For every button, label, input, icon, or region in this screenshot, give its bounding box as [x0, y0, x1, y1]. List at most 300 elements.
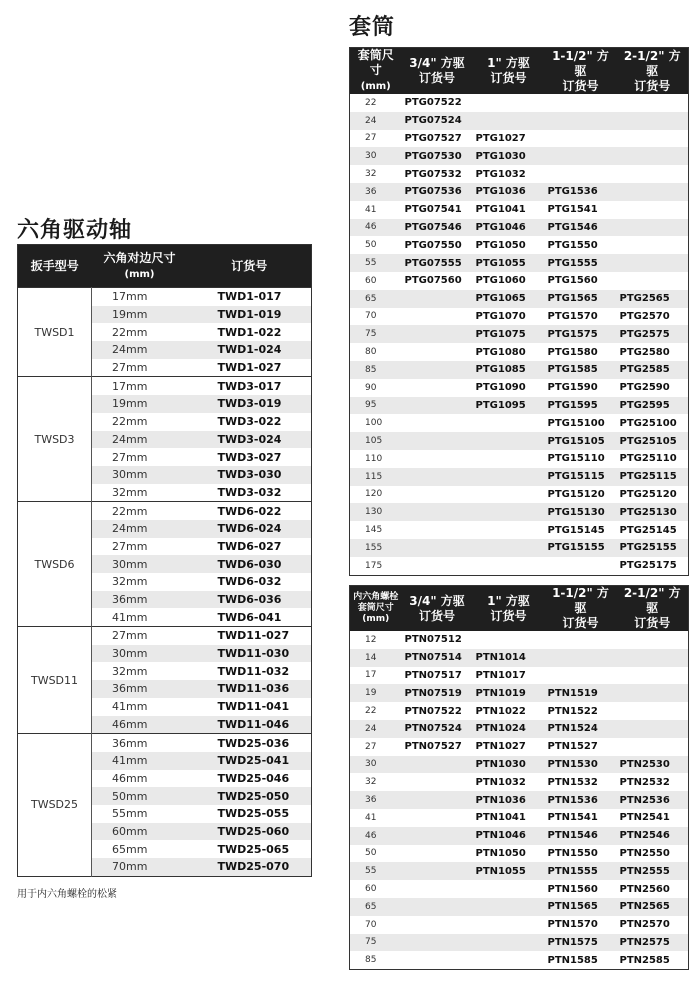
size-cell: 70 [365, 919, 377, 930]
order-no-cell: PTN1027 [475, 741, 526, 753]
order-no-cell: TWD6-027 [217, 539, 282, 553]
order-no-cell: PTG15130 [545, 503, 617, 521]
order-no-cell: PTN1532 [547, 776, 598, 788]
order-no-cell: PTN1519 [545, 684, 617, 702]
order-no-cell [617, 201, 689, 219]
size-cell: 120 [365, 489, 383, 500]
table-row [350, 880, 689, 898]
table-row [18, 288, 312, 306]
size-cell: 75 [350, 325, 402, 343]
table-row [350, 147, 689, 165]
table-row [350, 773, 689, 791]
order-no-cell: PTG1080 [475, 346, 526, 358]
order-no-cell [402, 756, 473, 774]
header-1-1-2-drive: 1-1/2" 方驱 订货号 [545, 586, 617, 632]
table-row [350, 397, 689, 415]
table-row [350, 112, 689, 130]
order-no-cell [617, 702, 689, 720]
order-no-cell: PTG1027 [475, 132, 526, 144]
table-row [350, 414, 689, 432]
size-cell: 60 [365, 275, 377, 286]
order-no-cell [545, 667, 617, 685]
table-row [350, 308, 689, 326]
table-row [350, 272, 689, 290]
order-no-cell: TWD25-060 [188, 823, 312, 841]
order-no-cell: PTG25110 [619, 453, 677, 465]
order-no-cell: TWD25-036 [188, 734, 312, 752]
order-no-cell: PTN07524 [402, 720, 473, 738]
size-cell: 24mm [92, 520, 188, 538]
order-no-cell [402, 898, 473, 916]
model-cell: TWSD6 [18, 502, 92, 627]
size-cell: 110 [365, 453, 383, 464]
size-cell: 36 [350, 791, 402, 809]
size-cell: 41 [365, 812, 377, 823]
table-row [350, 667, 689, 685]
order-no-cell: PTN1555 [545, 862, 617, 880]
order-no-cell [617, 183, 689, 201]
model-cell: TWSD11 [18, 627, 92, 734]
order-no-cell: PTN2532 [619, 776, 670, 788]
order-no-cell [617, 667, 689, 685]
order-no-cell: PTG2595 [617, 397, 689, 415]
order-no-cell [545, 557, 617, 575]
order-no-cell: PTG07536 [402, 183, 473, 201]
order-no-cell: PTG15110 [547, 453, 605, 465]
order-no-cell: PTN1524 [545, 720, 617, 738]
size-cell: 60 [365, 884, 377, 895]
table-row [350, 450, 689, 468]
order-no-cell [473, 112, 545, 130]
order-no-cell: PTN1014 [473, 649, 545, 667]
size-cell: 30 [350, 147, 402, 165]
order-no-cell: PTG1050 [475, 239, 526, 251]
table-row [350, 631, 689, 649]
order-no-cell: PTG1550 [547, 239, 598, 251]
order-no-cell [402, 468, 473, 486]
order-no-cell: PTG1575 [545, 325, 617, 343]
size-cell: 46 [350, 827, 402, 845]
order-no-cell: PTN07512 [404, 634, 462, 646]
table-row [350, 827, 689, 845]
size-cell: 27mm [92, 627, 188, 645]
order-no-cell: PTN1024 [473, 720, 545, 738]
size-cell: 17mm [92, 288, 188, 306]
order-no-cell: PTN1032 [475, 776, 526, 788]
size-cell: 75 [350, 934, 402, 952]
order-no-cell: PTG25105 [617, 432, 689, 450]
size-cell: 95 [350, 397, 402, 415]
order-no-cell: PTG07560 [404, 275, 462, 287]
table-row [18, 734, 312, 752]
table-row [18, 627, 312, 645]
order-no-cell [473, 898, 545, 916]
order-no-cell: TWD11-046 [188, 716, 312, 734]
table-row [350, 684, 689, 702]
size-cell: 32mm [112, 485, 148, 499]
order-no-cell: TWD6-024 [188, 520, 312, 538]
size-cell: 17mm [92, 377, 188, 395]
size-cell: 175 [365, 560, 383, 571]
size-cell: 22mm [92, 502, 188, 520]
order-no-cell: PTN1046 [473, 827, 545, 845]
order-no-cell [402, 361, 473, 379]
order-no-cell: PTN1022 [475, 705, 526, 717]
table-row [350, 845, 689, 863]
order-no-cell: TWD1-024 [188, 341, 312, 359]
order-no-cell: TWD25-070 [188, 858, 312, 876]
order-no-cell: TWD6-032 [217, 575, 282, 589]
table-row [350, 325, 689, 343]
order-no-cell: PTG1030 [473, 147, 545, 165]
order-no-cell [473, 951, 545, 969]
order-no-cell: PTG07527 [404, 132, 462, 144]
order-no-cell: TWD6-030 [188, 555, 312, 573]
size-cell: 19mm [92, 306, 188, 324]
order-no-cell: PTG15145 [547, 524, 605, 536]
size-cell: 50mm [92, 787, 188, 805]
size-cell: 50 [365, 848, 377, 859]
order-no-cell: TWD11-032 [217, 664, 290, 678]
table-row [350, 557, 689, 575]
order-no-cell [617, 219, 689, 237]
order-no-cell: PTG1580 [547, 346, 598, 358]
order-no-cell: PTN1585 [547, 954, 598, 966]
order-no-cell: PTN2575 [617, 934, 689, 952]
order-no-cell [402, 325, 473, 343]
order-no-cell [545, 130, 617, 148]
order-no-cell: PTG1570 [547, 310, 598, 322]
table-row [350, 916, 689, 934]
order-no-cell: PTG25130 [617, 503, 689, 521]
order-no-cell: PTG2575 [617, 325, 689, 343]
order-no-cell [617, 631, 689, 649]
order-no-cell [617, 147, 689, 165]
order-no-cell: TWD1-022 [217, 325, 282, 339]
order-no-cell [402, 521, 473, 539]
size-cell: 130 [350, 503, 402, 521]
order-no-cell [473, 432, 545, 450]
size-cell: 32 [365, 169, 377, 180]
order-no-cell: TWD11-041 [217, 700, 290, 714]
order-no-cell: PTN07522 [404, 705, 462, 717]
header-model: 扳手型号 [18, 245, 92, 288]
table-row [350, 791, 689, 809]
header-socket-size: 套筒尺寸 (mm) [350, 48, 402, 95]
order-no-cell [402, 414, 473, 432]
size-cell: 27mm [112, 539, 148, 553]
table-row [350, 649, 689, 667]
size-cell: 41mm [112, 700, 148, 714]
order-no-cell [402, 503, 473, 521]
size-cell: 46 [350, 219, 402, 237]
order-no-cell: PTN1036 [473, 791, 545, 809]
order-no-cell: PTN2541 [619, 812, 670, 824]
order-no-cell [402, 432, 473, 450]
order-no-cell: PTG07546 [402, 219, 473, 237]
order-no-cell: PTG07522 [404, 97, 462, 109]
header-1-drive: 1" 方驱 订货号 [473, 48, 545, 95]
table-row [350, 290, 689, 308]
table-row [350, 343, 689, 361]
table-row [350, 809, 689, 827]
order-no-cell [402, 827, 473, 845]
order-no-cell: PTG1032 [475, 168, 526, 180]
order-no-cell [473, 916, 545, 934]
order-no-cell: PTG1090 [475, 382, 526, 394]
size-cell: 70mm [92, 858, 188, 876]
order-no-cell: PTG1060 [475, 275, 526, 287]
order-no-cell [473, 486, 545, 504]
header-hex-size: 六角对边尺寸 (mm) [92, 245, 188, 288]
order-no-cell [402, 845, 473, 863]
size-cell: 30mm [92, 645, 188, 663]
size-cell: 65 [350, 290, 402, 308]
size-cell: 46mm [92, 716, 188, 734]
size-cell: 32mm [112, 575, 148, 589]
size-cell: 41mm [92, 752, 188, 770]
order-no-cell [402, 916, 473, 934]
order-no-cell [473, 880, 545, 898]
order-no-cell [402, 539, 473, 557]
order-no-cell: PTG1036 [473, 183, 545, 201]
order-no-cell: PTG25120 [619, 488, 677, 500]
hex-drive-table [17, 244, 312, 877]
size-cell: 27 [365, 741, 377, 752]
order-no-cell [545, 649, 617, 667]
order-no-cell: TWD6-041 [217, 610, 282, 624]
order-no-cell: TWD11-027 [188, 627, 312, 645]
order-no-cell: PTG1560 [547, 275, 598, 287]
order-no-cell: PTG1095 [473, 397, 545, 415]
size-cell: 24mm [92, 431, 188, 449]
order-no-cell: TWD3-030 [188, 466, 312, 484]
order-no-cell [473, 934, 545, 952]
order-no-cell: PTG07541 [404, 204, 462, 216]
size-cell: 105 [350, 432, 402, 450]
table-row [350, 165, 689, 183]
table-row [350, 254, 689, 272]
order-no-cell [402, 397, 473, 415]
order-no-cell [617, 130, 689, 148]
table-row [350, 702, 689, 720]
order-no-cell [473, 94, 545, 112]
order-no-cell: TWD6-022 [188, 502, 312, 520]
table-row [350, 539, 689, 557]
size-cell: 24 [350, 112, 402, 130]
order-no-cell: PTN2555 [617, 862, 689, 880]
size-cell: 22 [365, 706, 377, 717]
order-no-cell [473, 414, 545, 432]
order-no-cell: TWD3-017 [188, 377, 312, 395]
order-no-cell [545, 94, 617, 112]
order-no-cell [617, 738, 689, 756]
order-no-cell: PTG2570 [619, 310, 670, 322]
order-no-cell: TWD25-046 [217, 771, 290, 785]
size-cell: 36 [350, 183, 402, 201]
order-no-cell: PTG1546 [545, 219, 617, 237]
order-no-cell [617, 165, 689, 183]
order-no-cell [617, 254, 689, 272]
socket-table [349, 47, 689, 576]
header-1-1-2-drive: 1-1/2" 方驱 订货号 [545, 48, 617, 95]
table-row [350, 468, 689, 486]
order-no-cell: PTN1536 [545, 791, 617, 809]
order-no-cell [402, 486, 473, 504]
order-no-cell [402, 343, 473, 361]
order-no-cell: PTN2565 [617, 898, 689, 916]
size-cell: 27mm [112, 361, 148, 375]
order-no-cell: PTN1530 [545, 756, 617, 774]
order-no-cell: TWD3-022 [217, 415, 282, 429]
table-row [18, 377, 312, 395]
order-no-cell: PTN2536 [617, 791, 689, 809]
size-cell: 60mm [92, 823, 188, 841]
size-cell: 70 [365, 311, 377, 322]
table-row [350, 756, 689, 774]
size-cell: 22mm [112, 325, 148, 339]
size-cell: 41 [365, 204, 377, 215]
order-no-cell [402, 290, 473, 308]
table-row [350, 379, 689, 397]
order-no-cell: PTG15105 [545, 432, 617, 450]
table-row [350, 951, 689, 969]
order-no-cell [617, 720, 689, 738]
order-no-cell: TWD1-027 [217, 361, 282, 375]
order-no-cell: PTN07527 [404, 741, 462, 753]
order-no-cell [473, 557, 545, 575]
order-no-cell: PTG15155 [545, 539, 617, 557]
order-no-cell [402, 379, 473, 397]
order-no-cell: PTN1575 [545, 934, 617, 952]
order-no-cell [617, 112, 689, 130]
size-cell: 100 [365, 418, 383, 429]
order-no-cell: PTN1041 [475, 812, 526, 824]
order-no-cell: PTG25115 [617, 468, 689, 486]
order-no-cell: PTG2590 [619, 382, 670, 394]
order-no-cell: PTG25155 [617, 539, 689, 557]
order-no-cell: PTG1585 [545, 361, 617, 379]
order-no-cell: PTN07519 [402, 684, 473, 702]
order-no-cell [617, 272, 689, 290]
order-no-cell: PTN1050 [475, 847, 526, 859]
order-no-cell: PTN1541 [547, 812, 598, 824]
order-no-cell: PTN2550 [619, 847, 670, 859]
hex-bolt-socket-table [349, 585, 689, 970]
table-row [350, 219, 689, 237]
order-no-cell: TWD25-041 [188, 752, 312, 770]
order-no-cell: PTN1546 [545, 827, 617, 845]
order-no-cell [473, 468, 545, 486]
table-row [350, 130, 689, 148]
order-no-cell [473, 631, 545, 649]
order-no-cell: TWD25-065 [217, 842, 290, 856]
order-no-cell: PTN1565 [545, 898, 617, 916]
size-cell: 22mm [112, 415, 148, 429]
header-order-no: 订货号 [188, 245, 312, 288]
size-cell: 50 [365, 240, 377, 251]
order-no-cell: PTN2546 [617, 827, 689, 845]
size-cell: 145 [365, 525, 383, 536]
order-no-cell: PTG25175 [619, 560, 677, 572]
order-no-cell: TWD11-030 [188, 645, 312, 663]
order-no-cell: PTG07524 [402, 112, 473, 130]
model-cell: TWSD25 [18, 734, 92, 877]
order-no-cell: TWD1-019 [188, 306, 312, 324]
order-no-cell: PTN1560 [547, 883, 598, 895]
size-cell: 32 [365, 777, 377, 788]
size-cell: 36mm [92, 680, 188, 698]
order-no-cell [473, 503, 545, 521]
order-no-cell: PTG07530 [402, 147, 473, 165]
order-no-cell [402, 791, 473, 809]
order-no-cell: TWD3-027 [217, 450, 282, 464]
size-cell: 55 [350, 862, 402, 880]
table-row [350, 862, 689, 880]
size-cell: 30mm [92, 555, 188, 573]
table-row [18, 502, 312, 520]
table-row [350, 738, 689, 756]
size-cell: 55 [350, 254, 402, 272]
table-row [350, 94, 689, 112]
order-no-cell: PTG1070 [475, 310, 526, 322]
order-no-cell: PTG2585 [617, 361, 689, 379]
order-no-cell: PTG1046 [473, 219, 545, 237]
header-2-1-2-drive: 2-1/2" 方驱 订货号 [617, 48, 689, 95]
size-cell: 17 [365, 670, 377, 681]
order-no-cell [545, 112, 617, 130]
order-no-cell: TWD25-050 [188, 787, 312, 805]
socket-title: 套筒 [349, 15, 396, 40]
order-no-cell: PTG1065 [473, 290, 545, 308]
table-row [350, 521, 689, 539]
table-row [350, 361, 689, 379]
order-no-cell [402, 862, 473, 880]
order-no-cell [402, 308, 473, 326]
header-1-drive: 1" 方驱 订货号 [473, 586, 545, 632]
order-no-cell [402, 557, 473, 575]
size-cell: 46mm [112, 771, 148, 785]
order-no-cell: PTN1055 [473, 862, 545, 880]
order-no-cell: PTN1527 [547, 741, 598, 753]
order-no-cell [402, 809, 473, 827]
order-no-cell: PTG1041 [475, 204, 526, 216]
order-no-cell [473, 521, 545, 539]
order-no-cell [545, 147, 617, 165]
size-cell: 90 [365, 382, 377, 393]
order-no-cell: PTG07532 [404, 168, 462, 180]
order-no-cell: PTG25145 [619, 524, 677, 536]
order-no-cell: PTN2560 [619, 883, 670, 895]
order-no-cell: PTG1565 [545, 290, 617, 308]
table-row [350, 183, 689, 201]
order-no-cell: PTG15120 [547, 488, 605, 500]
order-no-cell: PTN07517 [404, 669, 462, 681]
order-no-cell: PTG15100 [547, 417, 605, 429]
order-no-cell: PTG2580 [619, 346, 670, 358]
order-no-cell: PTG1055 [473, 254, 545, 272]
order-no-cell: PTN1019 [473, 684, 545, 702]
order-no-cell: PTN1017 [475, 669, 526, 681]
order-no-cell: PTN2585 [619, 954, 670, 966]
order-no-cell [402, 934, 473, 952]
size-cell: 85 [350, 361, 402, 379]
order-no-cell [545, 165, 617, 183]
order-no-cell [402, 880, 473, 898]
size-cell: 155 [350, 539, 402, 557]
size-cell: 30mm [92, 466, 188, 484]
order-no-cell: TWD11-036 [188, 680, 312, 698]
